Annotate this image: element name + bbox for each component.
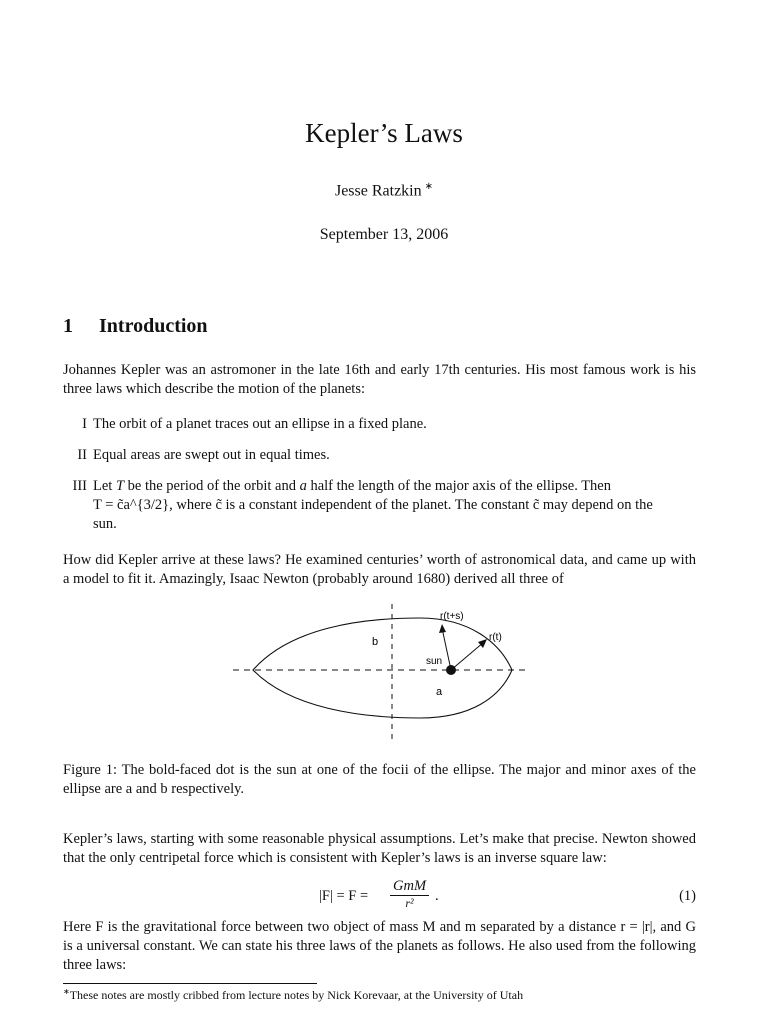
label-b: b <box>372 636 379 648</box>
vector-r-t <box>451 642 484 670</box>
equation-numerator: GmM <box>390 878 429 896</box>
footnote-text: These notes are mostly cribbed from lecture notes by Nick Korevaar, at the University of Utah <box>69 988 524 1002</box>
law-item <box>63 477 696 537</box>
intro-paragraph: Johannes Kepler was an astromoner in the late 16th and early 17th centuries. His most famous work is his three laws which describe the motion of the planets: <box>63 362 696 397</box>
vector-r-t-plus-s <box>442 628 451 670</box>
paragraph-3: Kepler’s laws, starting with some reasonable physical assumptions. Let’s make that precise. Newton showed that the only centripetal force which is consistent with Kepler’s laws is an inverse square law: <box>63 831 696 866</box>
section-title: Introduction <box>99 315 208 337</box>
author-line <box>0 181 768 200</box>
label-a: a <box>436 686 443 698</box>
footnote-rule <box>63 983 317 984</box>
label-r-t: r(t) <box>489 632 502 643</box>
arrowhead-r-t-plus-s <box>439 624 446 633</box>
equation-number: (1) <box>679 888 696 904</box>
paragraph-2: How did Kepler arrive at these laws? He examined centuries’ worth of astronomical data, and came up with a model to fit it. Amazingly, Isaac Newton (probably around 1680) derived all three of <box>63 552 696 587</box>
ellipse-orbit-diagram <box>0 598 768 748</box>
law-text <box>93 477 696 534</box>
section-number: 1 <box>63 315 73 337</box>
figure-caption: Figure 1: The bold-faced dot is the sun at one of the focii of the ellipse. The major and minor axes of the ellipse are a and b respectively. <box>63 762 696 797</box>
law-numeral: III <box>72 478 87 494</box>
law-numeral: I <box>82 416 87 432</box>
equation-1 <box>63 880 696 916</box>
author-name: Jesse Ratzkin <box>334 182 422 200</box>
footnote <box>63 987 523 1003</box>
paper-title: Kepler’s Laws <box>305 118 463 148</box>
equation-lhs: |F| = F = <box>319 888 369 904</box>
ellipse-orbit <box>253 618 512 718</box>
law-numeral: II <box>77 447 87 463</box>
label-sun: sun <box>426 656 443 667</box>
arrowhead-r-t <box>478 639 487 648</box>
law3-line2: T = c̃a^{3/2}, where c̃ is a constant independent of the planet. The constant c̃ may depend on the <box>93 497 653 513</box>
paragraph-4: Here F is the gravitational force between two object of mass M and m separated by a distance r = |r|, and G is a universal constant. We can state his three laws of the planets as follows. He also used from the following three laws: <box>63 919 696 973</box>
equation-period: . <box>435 888 439 904</box>
law-text: The orbit of a planet traces out an ellipse in a fixed plane. <box>93 416 427 432</box>
section-heading <box>63 315 208 338</box>
law3-line1: Let T be the period of the orbit and a half the length of the major axis of the ellipse. Then <box>93 478 611 494</box>
author-footnote-mark: ∗ <box>424 181 434 192</box>
law-text: Equal areas are swept out in equal times. <box>93 447 330 463</box>
footnote-mark: ∗ <box>63 987 70 996</box>
equation-denominator: r² <box>405 896 414 910</box>
figure-1 <box>0 598 768 748</box>
label-r-t-plus-s: r(t+s) <box>440 611 464 622</box>
paper-date: September 13, 2006 <box>319 226 449 243</box>
equation-fraction <box>390 878 429 911</box>
law3-line3: sun. <box>93 516 117 532</box>
